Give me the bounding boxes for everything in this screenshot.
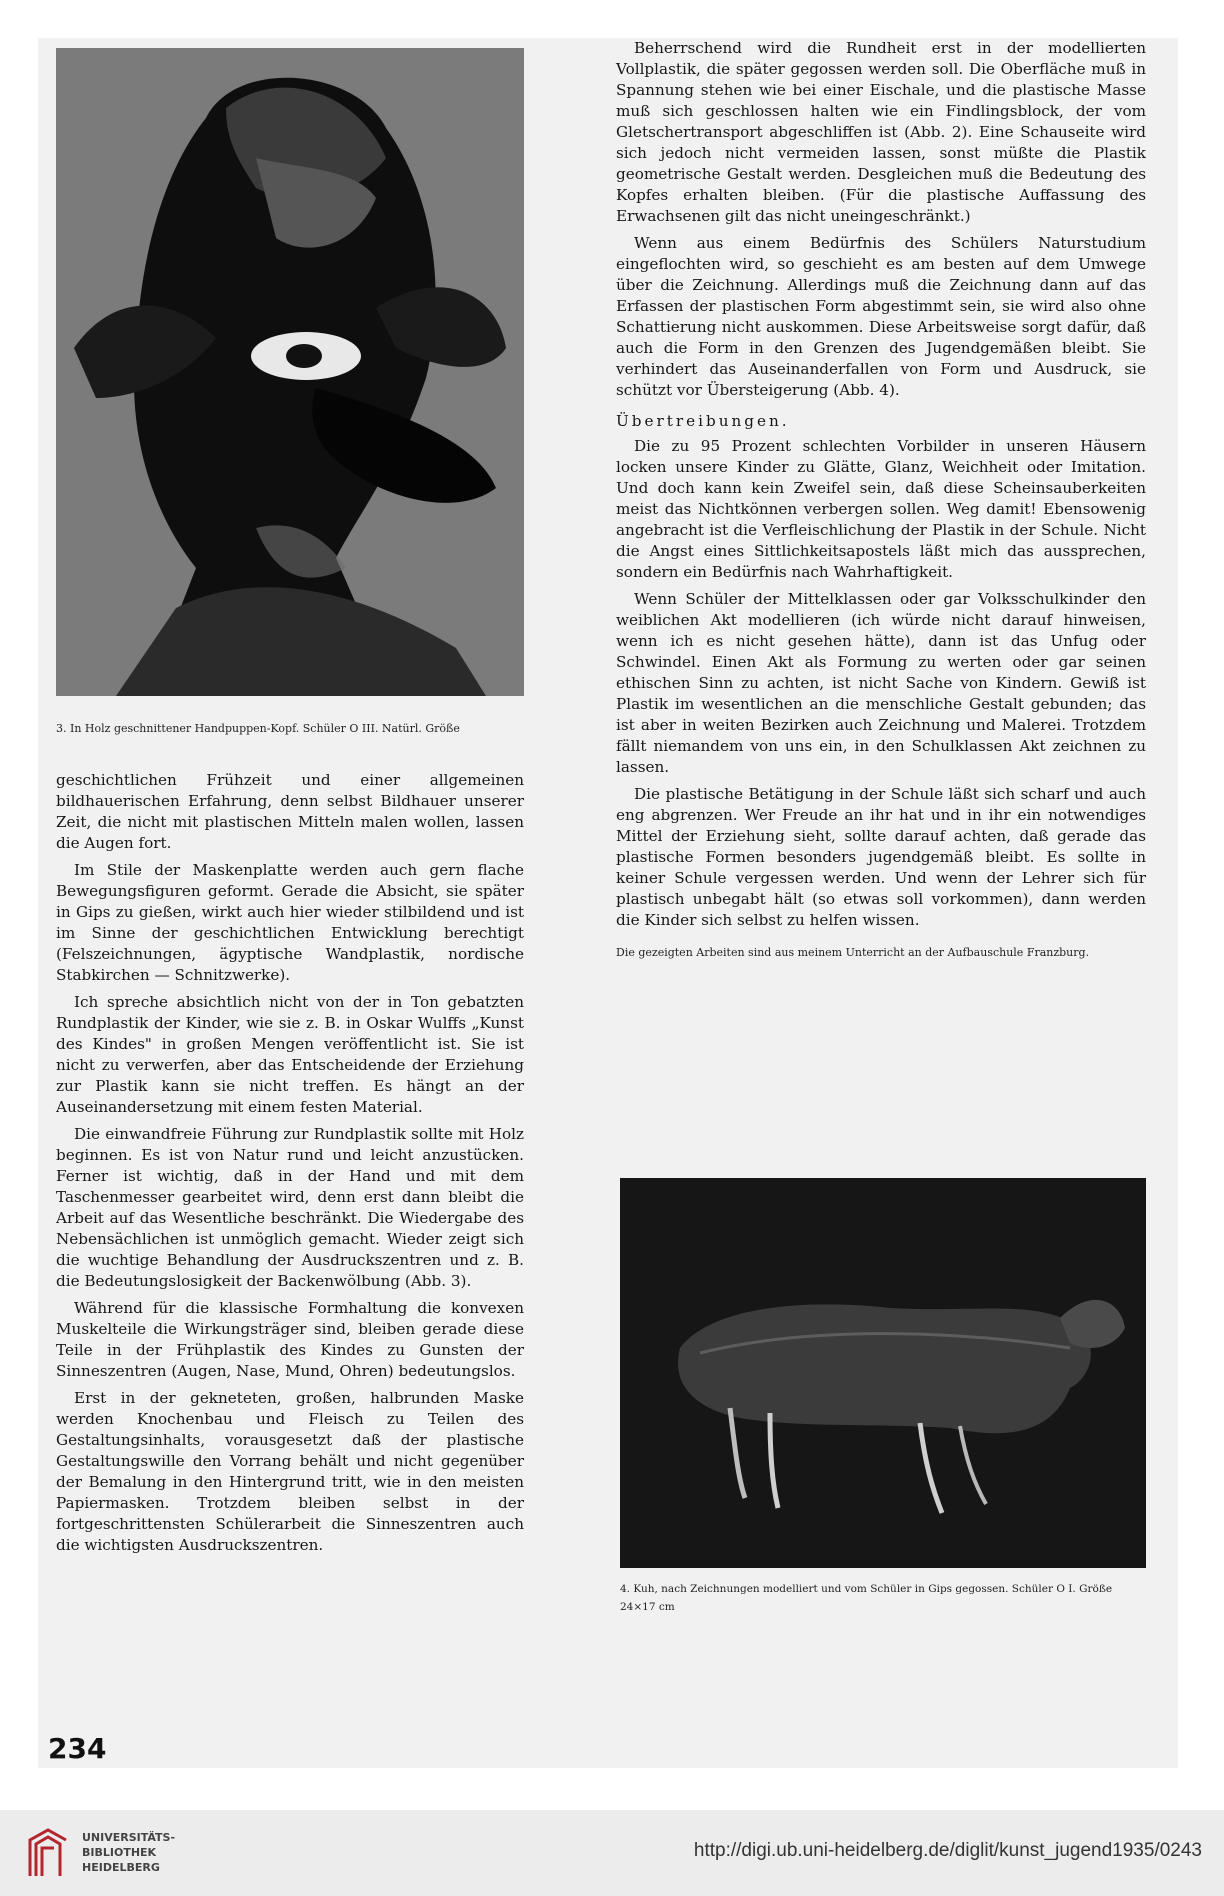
library-name-line: HEIDELBERG xyxy=(82,1861,160,1874)
page-number: 234 xyxy=(48,1732,107,1765)
footer-bar xyxy=(0,1810,1224,1896)
cow-relief-image xyxy=(620,1178,1146,1568)
paragraph: Erst in der gekneteten, großen, halbrunden Maske werden Knochenbau und Fleisch zu Teilen des Gestaltungsinhalts, vorausgesetzt daß der plastische Gestaltungswille den Vorrang behält und nicht gegenüber der Bemalung in den Hintergrund tritt, wie in den meisten Papiermasken. Trotzdem bleiben selbst in der fortgeschrittensten Schülerarbeit die Sinneszentren auch die wichtigsten Ausdruckszentren. xyxy=(56,1389,524,1554)
library-name[interactable] xyxy=(82,1830,175,1875)
scanned-page xyxy=(38,38,1178,1768)
figure-3-caption: 3. In Holz geschnittener Handpuppen-Kopf. Schüler O III. Natürl. Größe xyxy=(56,722,460,735)
paragraph: Die einwandfreie Führung zur Rundplastik sollte mit Holz beginnen. Es ist von Natur rund und leicht anzustücken. Ferner ist wichtig, daß in der Hand und mit dem Taschenmesser gearbeitet wird, denn erst dann bleibt die Arbeit auf das Wesentliche beschränkt. Die Wiedergabe des Nebensächlichen ist unmöglich gemacht. Wieder zeigt sich die wuchtige Behandlung der Ausdruckszentren und z. B. die Bedeutungslosigkeit der Backenwölbung (Abb. 3). xyxy=(56,1125,524,1290)
paragraph: geschichtlichen Frühzeit und einer allgemeinen bildhauerischen Erfahrung, denn selbst Bildhauer unserer Zeit, die nicht mit plastischen Mitteln malen wollen, lassen die Augen fort. xyxy=(56,771,524,852)
left-text-column xyxy=(56,770,524,1562)
puppet-head-image xyxy=(56,48,524,696)
figure-4-caption: 4. Kuh, nach Zeichnungen modelliert und vom Schüler in Gips gegossen. Schüler O I. Größe 24×17 cm xyxy=(620,1583,1113,1613)
paragraph: Die plastische Betätigung in der Schule läßt sich scharf und auch eng abgrenzen. Wer Freude an ihr hat und in ihr ein notwendiges Mittel der Erziehung sieht, sollte darauf achten, daß gerade das plastische Formen besonders jugendgemäß bleibt. Es sollte in keiner Schule vergessen werden. Und wenn der Lehrer sich für plastisch unbegabt hält (so etwas soll vorkommen), dann werden die Kinder sich selbst zu helfen wissen. xyxy=(616,785,1146,929)
library-logo-icon[interactable] xyxy=(24,1826,72,1880)
source-note: Die gezeigten Arbeiten sind aus meinem Unterricht an der Aufbauschule Franzburg. xyxy=(616,946,1090,959)
paragraph: Während für die klassische Formhaltung die konvexen Muskelteile die Wirkungsträger sind, bleiben gerade diese Teile in der Frühplastik des Kindes zu Gunsten der Sinneszentren (Augen, Nase, Mund, Ohren) bedeutungslos. xyxy=(56,1299,524,1380)
paragraph: Ich spreche absichtlich nicht von der in Ton gebatzten Rundplastik der Kinder, wie sie z. B. in Oskar Wulffs „Kunst des Kindes" in großen Mengen veröffentlicht ist. Sie ist nicht zu verwerfen, aber das Entscheidende der Erziehung zur Plastik kann sie nicht treffen. Es hängt an der Auseinandersetzung mit einem festen Material. xyxy=(56,993,524,1116)
paragraph: Im Stile der Maskenplatte werden auch gern flache Bewegungsfiguren geformt. Gerade die Absicht, sie später in Gips zu gießen, wirkt auch hier wieder stilbildend und ist im Sinne der geschichtlichen Entwicklung berechtigt (Felszeichnungen, ägyptische Wandplastik, nordische Stabkirchen — Schnitzwerke). xyxy=(56,861,524,984)
figure-3-puppet-head-photo xyxy=(56,48,524,696)
right-text-column xyxy=(616,38,1146,961)
paragraph: Beherrschend wird die Rundheit erst in der modellierten Vollplastik, die später gegossen werden soll. Die Oberfläche muß in Spannung stehen wie bei einer Eischale, und die plastische Masse muß sich geschlossen halten wie ein Findlingsblock, der vom Gletschertransport abgeschliffen ist (Abb. 2). Eine Schauseite wird sich jedoch nicht vermeiden lassen, sonst müßte die Plastik geometrische Gestalt werden. Desgleichen muß die Bedeutung des Kopfes erhalten bleiben. (Für die plastische Auffassung des Erwachsenen gilt das nicht uneingeschränkt.) xyxy=(616,39,1146,225)
section-heading: Übertreibungen. xyxy=(616,412,790,430)
source-url-link[interactable]: http://digi.ub.uni-heidelberg.de/diglit/kunst_jugend1935/0243 xyxy=(693,1840,1202,1861)
paragraph: Wenn aus einem Bedürfnis des Schülers Naturstudium eingeflochten wird, so geschieht es am besten auf dem Umwege über die Zeichnung. Allerdings muß die Zeichnung dann auf das Erfassen der plastischen Form abgestimmt sein, sie wird also ohne Schattierung nicht auskommen. Diese Arbeitsweise sorgt dafür, daß auch die Form in den Grenzen des Jugendgemäßen bleibt. Sie verhindert das Auseinanderfallen von Form und Ausdruck, sie schützt vor Übersteigerung (Abb. 4). xyxy=(616,234,1146,399)
figure-4-cow-relief-photo xyxy=(620,1178,1146,1568)
paragraph: Die zu 95 Prozent schlechten Vorbilder in unseren Häusern locken unsere Kinder zu Glätte, Glanz, Weichheit oder Imitation. Und doch kann kein Zweifel sein, daß diese Scheinsauberkeiten meist das Nichtkönnen verbergen sollen. Weg damit! Ebensowenig angebracht ist die Verfleischlichung der Plastik in der Schule. Nicht die Angst eines Sittlichkeitsapostels läßt mich das aussprechen, sondern ein Bedürfnis nach Wahrhaftigkeit. xyxy=(616,437,1146,581)
library-name-line: BIBLIOTHEK xyxy=(82,1846,157,1859)
library-name-line: UNIVERSITÄTS- xyxy=(82,1831,176,1844)
paragraph: Wenn Schüler der Mittelklassen oder gar Volksschulkinder den weiblichen Akt modellieren (ich würde nicht darauf hinweisen, wenn ich es nicht gesehen hätte), dann ist das Unfug oder Schwindel. Einen Akt als Formung zu werten oder gar seinen ethischen Sinn zu achten, ist nicht Sache von Kindern. Gewiß ist Plastik im wesentlichen an die menschliche Gestalt gebunden; das ist aber in weiten Bezirken auch Zeichnung und Malerei. Trotzdem fällt niemandem von uns ein, in den Schulklassen Akt zeichnen zu lassen. xyxy=(616,590,1146,776)
